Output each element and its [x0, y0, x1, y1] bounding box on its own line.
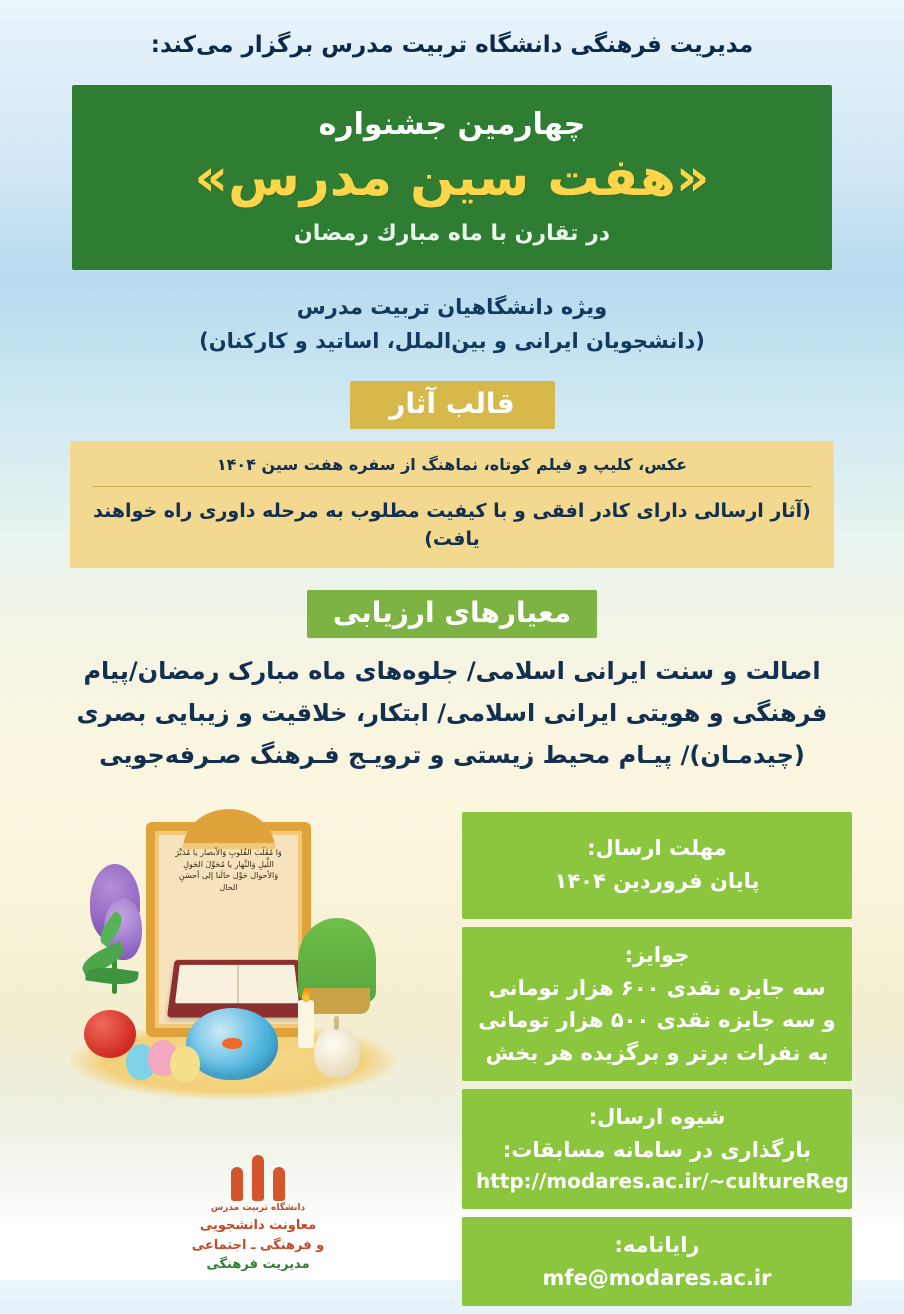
email-title: رایانامه:: [614, 1233, 700, 1258]
frame-arch-icon: [183, 809, 275, 849]
deadline-value: پایان فروردین ۱۴۰۴: [554, 868, 760, 893]
banner-top-label: چهارمین جشنواره: [318, 106, 586, 142]
works-band: [70, 441, 834, 568]
hyacinth-flower-icon: [84, 864, 146, 994]
university-name: دانشگاه تربیت مدرس: [210, 1203, 306, 1213]
goldfish-icon: [222, 1038, 242, 1049]
works-section-heading: قالب آثار: [350, 381, 555, 429]
garlic-icon: [314, 1026, 360, 1078]
quran-frame: [146, 822, 311, 1037]
works-note: (آثار ارسالی دارای کادر افقی و با کیفیت مطلوب به مرحله داوری راه خواهند یافت): [93, 499, 811, 551]
prizes-title: جوایز:: [624, 943, 690, 968]
criteria-line-3: (چیدمـان)/ پیـام محیط زیستی و ترویـج فـرهنگ صـرفه‌جویی: [99, 740, 805, 769]
submission-url-link[interactable]: http://modares.ac.ir/~cultureReg: [476, 1169, 849, 1194]
submission-title: شیوه ارسال:: [588, 1105, 726, 1130]
dept-line-1: معاونت دانشجویی: [199, 1218, 317, 1233]
university-logo: [158, 1147, 358, 1275]
prizes-line-3: به نفرات برتر و برگزیده هر بخش: [485, 1040, 829, 1065]
wheat-sabzeh-icon: [298, 918, 376, 1002]
haftsin-illustration: [78, 822, 378, 1112]
email-address-link[interactable]: mfe@modares.ac.ir: [542, 1265, 772, 1290]
prizes-line-1: سه جایزه نقدی ۶۰۰ هزار تومانی: [488, 975, 826, 1000]
criteria-line-1: اصالت و سنت ایرانی اسلامی/ جلوه‌های ماه مبارک رمضان/پیام: [83, 656, 821, 685]
audience-line-2: (دانشجویان ایرانی و بین‌الملل، اساتید و کارکنان): [199, 329, 705, 354]
prizes-line-2: و سه جایزه نقدی ۵۰۰ هزار تومانی: [478, 1008, 836, 1033]
organizer-line: مدیریت فرهنگی دانشگاه تربیت مدرس برگزار می‌کند:: [150, 32, 754, 58]
banner-subtitle: در تقارن با ماه مبارك رمضان: [293, 220, 611, 246]
prizes-box: [462, 927, 852, 1081]
email-box: [462, 1217, 852, 1306]
criteria-section-heading: معیارهای ارزیابی: [307, 590, 597, 638]
tulip-mark-icon: [223, 1147, 293, 1201]
submission-box: [462, 1089, 852, 1209]
info-boxes-column: [462, 812, 852, 1314]
lower-section: [0, 812, 904, 1290]
band-divider: [92, 486, 812, 487]
banner-title: «هفت سین مدرس»: [194, 147, 710, 208]
festival-banner: [72, 85, 832, 270]
colored-eggs-icon: [126, 1040, 196, 1080]
dept-line-3: مدیریت فرهنگی: [206, 1257, 310, 1272]
dept-line-2: و فرهنگی ـ اجتماعی: [191, 1237, 325, 1253]
audience-line-1: ویژه دانشگاهیان تربیت مدرس: [296, 294, 608, 319]
deadline-title: مهلت ارسال:: [587, 836, 727, 860]
goldfish-bowl-icon: [186, 1008, 278, 1080]
criteria-block: [62, 650, 842, 776]
candle-icon: [298, 1000, 314, 1048]
deadline-box: [462, 812, 852, 919]
university-department: [158, 1216, 358, 1275]
works-main-text: عکس، کلیپ و فیلم کوتاه، نماهنگ از سفره هفت سین ۱۴۰۴: [216, 454, 688, 474]
frame-prayer-text: وَا مُقَلِّبَ القُلوبِ وَالأبصار یا مُدَبِّرَ اللَّیلِ وَالنَّهار یا مُحَوِّلَ الحَولِ وَالأحوال حَوِّل حالَنا إلی أحسَنِ الحال: [175, 848, 282, 892]
submission-instruction: بارگذاری در سامانه مسابقات:: [502, 1137, 812, 1162]
audience-block: [0, 290, 904, 359]
criteria-line-2: فرهنگی و هویتی ایرانی اسلامی/ ابتکار، خلاقیت و زیبایی بصری: [76, 698, 828, 727]
